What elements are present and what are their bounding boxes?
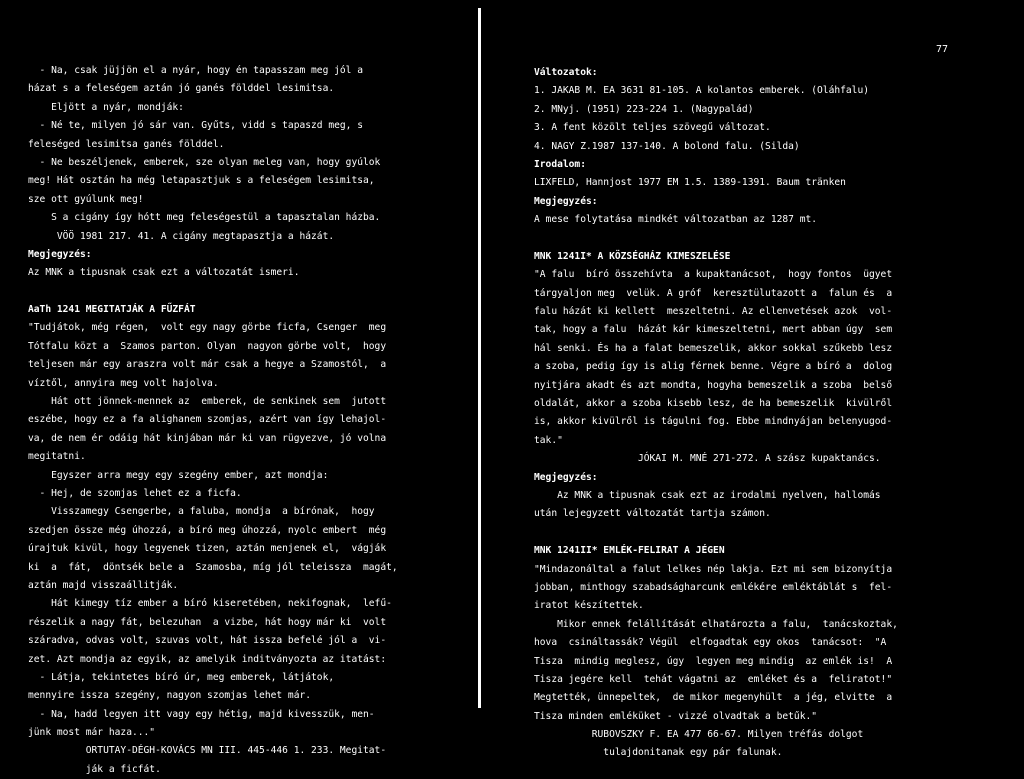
text-line: Mikor ennek felállítását elhatározta a falu, tanácskoztak, (534, 618, 898, 630)
text-line: meg! Hát osztán ha még letapasztjuk s a feleségem lesimitsa, (28, 175, 375, 187)
text-line: tak, hogy a falu házát kár kimeszeltetni, mert abban úgy sem (534, 324, 893, 336)
text-line: teljesen már egy araszra volt már csak a hegye a Szamostól, a (28, 359, 387, 371)
text-line: S a cigány így hótt meg feleségestül a tapasztalan házba. (28, 212, 381, 224)
text-line: Az MNK a tipusnak csak ezt a változatát ismeri. (28, 267, 300, 279)
text-line: 3. A fent közölt teljes szövegű változat. (534, 122, 771, 134)
text-line: Eljött a nyár, mondják: (28, 101, 184, 113)
text-line: Megjegyzés: (534, 195, 598, 207)
text-line (28, 283, 473, 301)
text-line: részelik a nagy fát, belezuhan a vizbe, hát hogy már ki volt (28, 616, 387, 628)
text-line: RUBOVSZKY F. EA 477 66-67. Milyen tréfás dolgot (534, 729, 864, 741)
text-line: szedjen össze még úhozzá, a bíró meg úhozzá, nyolc embert még (28, 524, 387, 536)
text-line: megitatni. (28, 451, 86, 463)
text-line: a szoba, pedig így is alig férnek benne. Végre a bíró a dolog (534, 361, 893, 373)
text-line: víztől, annyira meg volt hajolva. (28, 377, 219, 389)
text-line: Tisza mindig meglesz, úgy legyen meg mindig az emlék is! A (534, 655, 893, 667)
text-line: - Na, csak jüjjön el a nyár, hogy én tapasszam meg jól a (28, 65, 364, 76)
text-line: mennyire issza szegény, nagyon szomjas lehet már. (28, 690, 312, 702)
text-line: Az MNK a tipusnak csak ezt az irodalmi nyelven, hallomás (534, 489, 881, 501)
text-line: "A falu bíró összehívta a kupaktanácsot, hogy fontos ügyet (534, 269, 893, 281)
text-line: zet. Azt mondja az egyik, az amelyik inditványozta az itatást: (28, 653, 387, 665)
text-line: Tisza jegére kell tehát vágatni az emléket és a feliratot!" (534, 673, 893, 685)
text-line: Megjegyzés: (534, 471, 598, 483)
text-line: tulajdonitanak egy pár falunak. (534, 747, 783, 759)
text-line (534, 524, 1004, 542)
text-line: "Tudjátok, még régen, volt egy nagy görbe ficfa, Csenger meg (28, 322, 387, 334)
text-line: oldalát, akkor a szoba kisebb lesz, de ha bemeszelik kivülről (534, 398, 893, 410)
text-line: úrajtuk kivül, hogy legyenek tizen, aztán menjenek el, vágják (28, 543, 387, 555)
text-line: Irodalom: (534, 158, 586, 170)
text-line: ják a ficfát. (28, 763, 161, 775)
text-line: ORTUTAY-DÉGH-KOVÁCS MN III. 445-446 1. 233. Megitat- (28, 745, 387, 757)
right-column (534, 64, 1004, 763)
text-line: is, akkor kivülről is tágulni fog. Ebbe mindnyájan belenyugod- (534, 416, 893, 428)
text-line: jünk most már haza..." (28, 727, 156, 739)
text-line: AaTh 1241 MEGITATJÁK A FŰZFÁT (28, 304, 196, 316)
text-line: után lejegyzett változatát tartja számon. (534, 508, 771, 520)
text-line: - Ne beszéljenek, emberek, sze olyan meleg van, hogy gyúlok (28, 156, 381, 168)
text-line: MNK 1241I* A KÖZSÉGHÁZ KIMESZELÉSE (534, 250, 731, 262)
text-line: tárgyaljon meg velük. A gróf keresztülutazott a falun és a (534, 287, 893, 299)
text-line: nyitjára akadt és azt mondta, hogyha bemeszelik a szoba belső (534, 379, 893, 391)
text-line: hova csináltassák? Végül elfogadtak egy okos tanácsot: "A (534, 637, 887, 649)
text-line: aztán majd visszaállitják. (28, 579, 179, 591)
text-line: 2. MNyj. (1951) 223-224 1. (Nagypalád) (534, 103, 754, 115)
text-line: Megtették, ünnepeltek, de mikor megenyhült a jég, elvitte a (534, 692, 893, 704)
text-line: Visszamegy Csengerbe, a faluba, mondja a bírónak, hogy (28, 506, 375, 518)
text-line: Megjegyzés: (28, 248, 92, 260)
text-line: Egyszer arra megy egy szegény ember, azt mondja: (28, 469, 329, 481)
text-line: falu házát ki kellett meszeltetni. Az ellenvetések azok vol- (534, 306, 893, 318)
page-number: 77 (936, 44, 949, 55)
text-line: - Hej, de szomjas lehet ez a ficfa. (28, 487, 242, 499)
text-line: 4. NAGY Z.1987 137-140. A bolond falu. (Silda) (534, 140, 800, 152)
text-line: - Látja, tekintetes bíró úr, meg emberek, látjátok, (28, 671, 335, 683)
text-line: MNK 1241II* EMLÉK-FELIRAT A JÉGEN (534, 545, 725, 557)
text-line: Tótfalu közt a Szamos parton. Olyan nagyon görbe volt, hogy (28, 340, 387, 352)
text-line: 1. JAKAB M. EA 3631 81-105. A kolantos emberek. (Oláhfalu) (534, 85, 870, 97)
text-line: JÓKAI M. MNÉ 271-272. A szász kupaktanács. (534, 453, 881, 465)
text-line: LIXFELD, Hannjost 1977 EM 1.5. 1389-1391. Baum tränken (534, 177, 846, 189)
text-line: Változatok: (534, 67, 598, 78)
text-line: VÖÖ 1981 217. 41. A cigány megtapasztja a házát. (28, 230, 335, 242)
text-line: ki a fát, döntsék bele a Szamosba, míg jól teleissza magát, (28, 561, 398, 573)
text-line: eszébe, hogy ez a fa alighanem szomjas, azért van így lehajol- (28, 414, 387, 426)
text-line: Hát ott jönnek-mennek az emberek, de senkinek sem jutott (28, 396, 387, 408)
text-line: hál senki. És ha a falat bemeszelik, akkor sokkal szűkebb lesz (534, 342, 893, 354)
text-line: A mese folytatása mindkét változatban az 1287 mt. (534, 214, 818, 226)
text-line: "Mindazonáltal a falut lelkes nép lakja. Ezt mi sem bizonyítja (534, 563, 893, 575)
text-line: sze ott gyúlunk meg! (28, 193, 144, 205)
left-column (28, 62, 473, 779)
text-line: iratot készítettek. (534, 600, 644, 612)
text-line: száradva, odvas volt, szuvas volt, hát issza befelé jól a vi- (28, 635, 387, 647)
text-line (534, 230, 1004, 248)
text-line: feleséged lesimitsa ganés földdel. (28, 138, 225, 150)
text-line: - Né te, milyen jó sár van. Gyűts, vidd s tapaszd meg, s (28, 120, 364, 132)
text-line: tak." (534, 434, 563, 446)
text-line: jobban, minthogy szabadságharcunk emlékére emléktáblát s fel- (534, 581, 893, 593)
text-line: - Na, hadd legyen itt vagy egy hétig, majd kivesszük, men- (28, 708, 375, 720)
text-line: va, de nem ér odáig hát kinjában már ki van rügyezve, jó volna (28, 432, 387, 444)
text-line: házat s a feleségem aztán jó ganés földdel lesimitsa. (28, 83, 335, 95)
column-divider (478, 8, 481, 708)
text-line: Tisza minden emléküket - vizzé olvadtak a betűk." (534, 710, 818, 722)
text-line: Hát kimegy tíz ember a bíró kiseretében, nekifognak, lefű- (28, 598, 392, 610)
